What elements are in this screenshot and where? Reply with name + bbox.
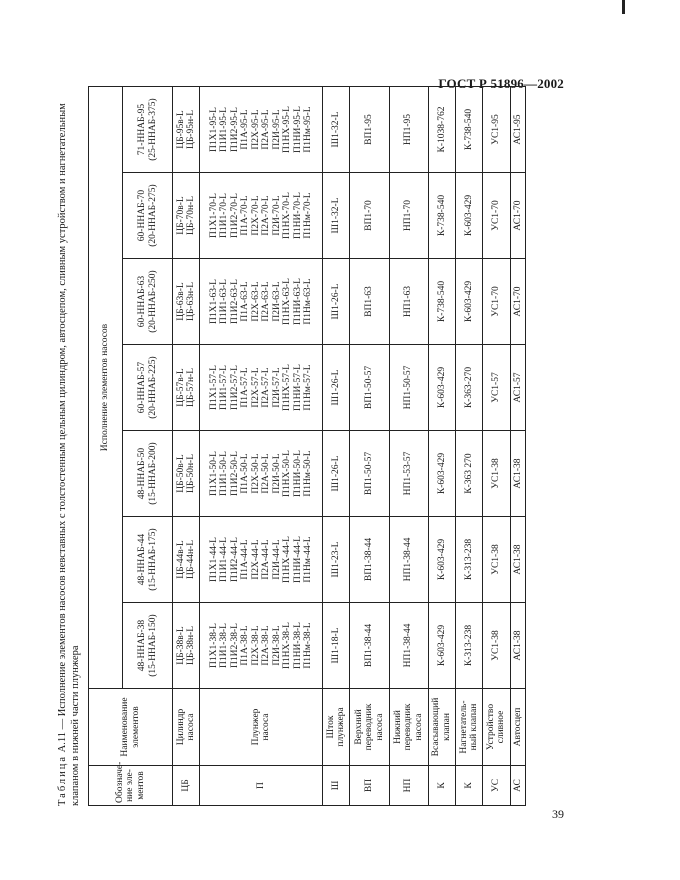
pump-column-header (123, 603, 173, 689)
cell-line: ВП1-63 (364, 286, 375, 317)
table-cell (389, 259, 428, 345)
cell-line: Ш1-32-L (330, 111, 341, 148)
element-name-line: насоса (186, 713, 197, 741)
pump-model-line: (15-ННАБ-200) (147, 442, 158, 505)
cell-line: УС1-38 (491, 458, 502, 489)
cell-line: П1НИ-57-L (292, 364, 303, 411)
table-cell (510, 431, 525, 517)
cell-line: УС1-38 (491, 544, 502, 575)
element-name-line: переводник (403, 703, 414, 751)
cell-line: П1И2-57-L (229, 365, 240, 410)
pump-model-line: 60-ННАБ-57 (137, 361, 147, 414)
pump-column-header (123, 431, 173, 517)
cell-line: П2А-70-L (261, 195, 272, 236)
rotated-table-region (56, 86, 532, 806)
table-cell (428, 517, 455, 603)
cell-line: НП1-63 (403, 285, 414, 318)
cell-line: ВП1-70 (364, 200, 375, 231)
cell-line: П1А-57-L (240, 367, 251, 408)
cell-line: ЦБ-50в-L (175, 454, 186, 493)
element-code: ЦБ (173, 766, 200, 806)
cell-line: П1И1-95-L (219, 107, 230, 152)
element-name-line: Автосцеп (512, 707, 523, 747)
pump-model-line: (15-ННАБ-175) (147, 528, 158, 591)
table-cell (323, 259, 350, 345)
elements-table (88, 86, 526, 806)
cell-line: П2А-38-L (261, 625, 272, 666)
table-cell (173, 173, 200, 259)
cell-line: Ш1-18-L (330, 627, 341, 664)
cell-line: П2А-57-L (261, 367, 272, 408)
cell-line: П1И1-70-L (219, 193, 230, 238)
cell-line: П2А-50-L (261, 453, 272, 494)
cell-line: К-1038-762 (436, 106, 447, 153)
cell-line: П1И2-50-L (229, 451, 240, 496)
cell-line: П1НИ-63-L (292, 278, 303, 325)
table-row (483, 87, 510, 806)
cell-line: П2Х-57-L (250, 367, 261, 408)
cell-line: ВП1-38-44 (364, 537, 375, 582)
cell-line: П2И-38-L (271, 625, 282, 666)
element-name-line: Нагнетатель- (458, 700, 469, 754)
cell-line: П1А-95-L (240, 109, 251, 150)
cell-line: К-363 270 (463, 453, 474, 494)
pump-model-line: 48-ННАБ-44 (137, 533, 147, 586)
cell-line: К-313-238 (463, 624, 474, 667)
cell-line: УС1-95 (491, 114, 502, 145)
table-cell (173, 431, 200, 517)
table-row (173, 87, 200, 806)
cell-line: П2Х-50-L (250, 453, 261, 494)
table-cell (323, 603, 350, 689)
cell-line: П2Х-63-L (250, 281, 261, 322)
cell-line: П1НИ-95-L (292, 106, 303, 153)
table-row (428, 87, 455, 806)
cell-line: П1И1-38-L (219, 623, 230, 668)
cell-line: К-603-429 (463, 280, 474, 323)
table-cell (200, 259, 323, 345)
table-cell (428, 173, 455, 259)
table-cell (456, 87, 483, 173)
table-cell (456, 259, 483, 345)
cell-line: П1НХ-50-L (282, 450, 293, 497)
cell-line: П1Х1-70-L (208, 193, 219, 238)
cell-line: АС1-38 (512, 630, 523, 661)
table-cell (173, 259, 200, 345)
cell-line: П1НИ-44-L (292, 536, 303, 583)
cell-line: П1Нм-57-L (303, 364, 314, 411)
cell-line: НП1-70 (403, 199, 414, 232)
table-cell (483, 173, 510, 259)
table-cell (200, 517, 323, 603)
element-name (173, 689, 200, 766)
pump-model-line: 48-ННАБ-38 (137, 619, 147, 672)
table-row (350, 87, 389, 806)
cell-line: НП1-38-44 (403, 537, 414, 582)
cell-line: УС1-70 (491, 200, 502, 231)
cell-line: К-603-429 (463, 194, 474, 237)
table-cell (200, 173, 323, 259)
element-name-line: плунжера (336, 707, 347, 747)
table-cell (483, 517, 510, 603)
table-cell (350, 173, 389, 259)
cell-line: ЦБ-57н-L (186, 367, 197, 408)
pump-model-line: (20-ННАБ-275) (147, 184, 158, 247)
element-name (350, 689, 389, 766)
cell-line: К-738-540 (463, 108, 474, 151)
table-cell (389, 431, 428, 517)
element-name-line: переводник (364, 703, 375, 751)
caption-number: А.11 (57, 732, 68, 753)
pump-model-line: (20-ННАБ-250) (147, 270, 158, 333)
group-header: Исполнение элементов насосов (89, 87, 123, 689)
table-cell (483, 345, 510, 431)
element-name-line: Цилиндр (175, 708, 186, 746)
element-code: УС (483, 766, 510, 806)
cell-line: П1И2-63-L (229, 279, 240, 324)
table-cell (510, 173, 525, 259)
pump-column-header (123, 173, 173, 259)
cell-line: П1А-50-L (240, 453, 251, 494)
cell-line: ВП1-50-57 (364, 451, 375, 496)
pump-column-header (123, 259, 173, 345)
cell-line: П1Х1-63-L (208, 279, 219, 324)
cell-line: П1Нм-63-L (303, 278, 314, 325)
cell-line: Ш1-26-L (330, 369, 341, 406)
element-name-line: Нижний (392, 710, 403, 744)
cell-line: П1И2-95-L (229, 107, 240, 152)
table-cell (389, 345, 428, 431)
pump-model-line: 48-ННАБ-50 (137, 447, 147, 500)
header-row (89, 87, 123, 806)
cell-line: П1НХ-95-L (282, 106, 293, 153)
cell-line: ЦБ-38н-L (186, 625, 197, 666)
pump-model-line: (15-ННАБ-150) (147, 614, 158, 677)
cell-line: Ш1-23-L (330, 541, 341, 578)
table-cell (173, 345, 200, 431)
cell-line: П1И1-44-L (219, 537, 230, 582)
table-cell (456, 173, 483, 259)
cell-line: УС1-70 (491, 286, 502, 317)
cell-line: ЦБ-50н-L (186, 453, 197, 494)
pump-model-line: 60-ННАБ-63 (137, 275, 147, 328)
cell-line: АС1-70 (512, 200, 523, 231)
element-name-line: насоса (413, 713, 424, 741)
cell-line: П1Х1-57-L (208, 365, 219, 410)
element-name-line: Всасывающий (431, 697, 442, 757)
name-header: Наименование элементов (89, 689, 173, 766)
pump-column-header (123, 345, 173, 431)
cell-line: П2Х-44-L (250, 539, 261, 580)
cell-line: П1Нм-38-L (303, 622, 314, 669)
element-name-line: Шток (325, 715, 336, 739)
cell-line: ЦБ-44н-L (186, 539, 197, 580)
cell-line: П1И2-70-L (229, 193, 240, 238)
caption-tag: Таблица (57, 754, 68, 806)
table-cell (483, 87, 510, 173)
cell-line: К-363-270 (463, 366, 474, 409)
cell-line: П1Нм-95-L (303, 106, 314, 153)
table-cell (173, 603, 200, 689)
cell-line: П1НИ-70-L (292, 192, 303, 239)
cell-line: П2А-44-L (261, 539, 272, 580)
cell-line: ЦБ-44в-L (175, 540, 186, 579)
cell-line: П2И-44-L (271, 539, 282, 580)
table-cell (389, 87, 428, 173)
cell-line: ВП1-95 (364, 114, 375, 145)
table-cell (323, 345, 350, 431)
table-cell (350, 431, 389, 517)
cell-line: ЦБ-57в-L (175, 368, 186, 407)
pump-model-line: 60-ННАБ-70 (137, 189, 147, 242)
cell-line: ЦБ-95н-L (186, 109, 197, 150)
cell-line: П1НХ-38-L (282, 622, 293, 669)
cell-line: ЦБ-70в-L (175, 196, 186, 235)
table-cell (350, 259, 389, 345)
cell-line: П1А-63-L (240, 281, 251, 322)
cell-line: П1Нм-44-L (303, 536, 314, 583)
table-cell (456, 517, 483, 603)
cell-line: НП1-95 (403, 113, 414, 146)
cell-line: Ш1-32-L (330, 197, 341, 234)
element-name-line: Устройство (485, 703, 496, 751)
element-name (200, 689, 323, 766)
cell-line: К-603-429 (436, 452, 447, 495)
element-code: К (428, 766, 455, 806)
table-cell (510, 259, 525, 345)
table-cell (389, 603, 428, 689)
cell-line: П1НХ-57-L (282, 364, 293, 411)
cell-line: К-603-429 (436, 624, 447, 667)
table-row (456, 87, 483, 806)
cell-line: П1НИ-38-L (292, 622, 303, 669)
cell-line: ЦБ-38в-L (175, 626, 186, 665)
table-cell (428, 603, 455, 689)
element-name (389, 689, 428, 766)
cell-line: УС1-38 (491, 630, 502, 661)
cell-line: ВП1-50-57 (364, 365, 375, 410)
cell-line: ЦБ-63н-L (186, 281, 197, 322)
cell-line: НП1-50-57 (403, 365, 414, 410)
cell-line: АС1-70 (512, 286, 523, 317)
table-cell (323, 87, 350, 173)
cell-line: П1И1-63-L (219, 279, 230, 324)
cell-line: АС1-95 (512, 114, 523, 145)
table-cell (456, 431, 483, 517)
rotated-content (56, 86, 532, 806)
element-name (428, 689, 455, 766)
cell-line: П2И-70-L (271, 195, 282, 236)
cell-line: П1Х1-44-L (208, 537, 219, 582)
cell-line: АС1-38 (512, 458, 523, 489)
table-cell (200, 603, 323, 689)
element-code: ВП (350, 766, 389, 806)
element-code: П (200, 766, 323, 806)
element-name-line: Верхний (353, 709, 364, 745)
table-cell (428, 259, 455, 345)
cell-line: ЦБ-95в-L (175, 110, 186, 149)
pump-model-line: 71-ННАБ-95 (137, 103, 147, 156)
cell-line: П2Х-95-L (250, 109, 261, 150)
cell-line: П2И-95-L (271, 109, 282, 150)
element-name-line: клапан (441, 713, 452, 741)
cell-line: П1И1-57-L (219, 365, 230, 410)
cell-line: ВП1-38-44 (364, 623, 375, 668)
table-cell (483, 603, 510, 689)
pump-column-header (123, 87, 173, 173)
table-cell (483, 259, 510, 345)
caption-text: — Исполнение элементов насосов невставных с толстостенным цельным цилиндром, автосцепом, сливным устройством и нагнетательным клапаном в нижней части плунжера (57, 103, 81, 806)
cell-line: П1А-70-L (240, 195, 251, 236)
cell-line: П1Нм-70-L (303, 192, 314, 239)
table-cell (483, 431, 510, 517)
cell-line: П2И-57-L (271, 367, 282, 408)
table-caption (56, 86, 84, 806)
cell-line: К-738-540 (436, 280, 447, 323)
cell-line: К-738-540 (436, 194, 447, 237)
cell-line: П2А-63-L (261, 281, 272, 322)
element-name-line: сливное (496, 710, 507, 744)
scan-edge-mark (622, 0, 625, 14)
cell-line: П2Х-38-L (250, 625, 261, 666)
element-code: Ш (323, 766, 350, 806)
cell-line: П1Нм-50-L (303, 450, 314, 497)
cell-line: П1НИ-50-L (292, 450, 303, 497)
table-cell (200, 431, 323, 517)
element-code: НП (389, 766, 428, 806)
cell-line: П2Х-70-L (250, 195, 261, 236)
table-cell (323, 431, 350, 517)
element-code: АС (510, 766, 525, 806)
table-cell (323, 173, 350, 259)
pump-model-line: (25-ННАБ-375) (147, 98, 158, 161)
cell-line: П1И1-50-L (219, 451, 230, 496)
cell-line: АС1-57 (512, 372, 523, 403)
table-cell (510, 517, 525, 603)
table-cell (200, 87, 323, 173)
element-name (323, 689, 350, 766)
element-code: К (456, 766, 483, 806)
table-cell (200, 345, 323, 431)
pump-model-line: (20-ННАБ-225) (147, 356, 158, 419)
cell-line: НП1-53-57 (403, 451, 414, 496)
cell-line: П1И2-38-L (229, 623, 240, 668)
cell-line: П1И2-44-L (229, 537, 240, 582)
table-cell (323, 517, 350, 603)
table-cell (350, 517, 389, 603)
table-cell (389, 173, 428, 259)
cell-line: П1НХ-63-L (282, 278, 293, 325)
pump-column-header (123, 517, 173, 603)
table-cell (173, 87, 200, 173)
table-row (510, 87, 525, 806)
cell-line: П1А-44-L (240, 539, 251, 580)
cell-line: ЦБ-70н-L (186, 195, 197, 236)
table-cell (456, 603, 483, 689)
standard-header: ГОСТ Р 51896—2002 (438, 76, 564, 91)
table-cell (350, 603, 389, 689)
table-row (200, 87, 323, 806)
table-cell (173, 517, 200, 603)
table-row (389, 87, 428, 806)
table-cell (428, 431, 455, 517)
page-number: 39 (552, 807, 564, 821)
table-cell (510, 603, 525, 689)
table-cell (510, 87, 525, 173)
table-cell (389, 517, 428, 603)
cell-line: П1Х1-95-L (208, 107, 219, 152)
cell-line: П2И-50-L (271, 453, 282, 494)
cell-line: П1А-38-L (240, 625, 251, 666)
element-name-line: Плунжер (250, 708, 261, 746)
cell-line: Ш1-26-L (330, 283, 341, 320)
table-row (323, 87, 350, 806)
cell-line: К-313-238 (463, 538, 474, 581)
element-name-line: ный клапан (469, 703, 480, 751)
cell-line: АС1-38 (512, 544, 523, 575)
cell-line: УС1-57 (491, 372, 502, 403)
table-cell (350, 87, 389, 173)
cell-line: П1НХ-70-L (282, 192, 293, 239)
table-cell (510, 345, 525, 431)
element-name (510, 689, 525, 766)
cell-line: П1НХ-44-L (282, 536, 293, 583)
designation-header: Обозначе-ние эле-ментов (89, 766, 173, 806)
cell-line: П2А-95-L (261, 109, 272, 150)
cell-line: НП1-38-44 (403, 623, 414, 668)
element-name-line: насоса (261, 713, 272, 741)
table-cell (350, 345, 389, 431)
element-name (456, 689, 483, 766)
table-cell (428, 345, 455, 431)
cell-line: ЦБ-63в-L (175, 282, 186, 321)
cell-line: П1Х1-50-L (208, 451, 219, 496)
element-name-line: насоса (374, 713, 385, 741)
cell-line: К-603-429 (436, 366, 447, 409)
cell-line: Ш1-26-L (330, 455, 341, 492)
table-cell (428, 87, 455, 173)
cell-line: П1Х1-38-L (208, 623, 219, 668)
table-cell (456, 345, 483, 431)
cell-line: К-603-429 (436, 538, 447, 581)
cell-line: П2И-63-L (271, 281, 282, 322)
element-name (483, 689, 510, 766)
